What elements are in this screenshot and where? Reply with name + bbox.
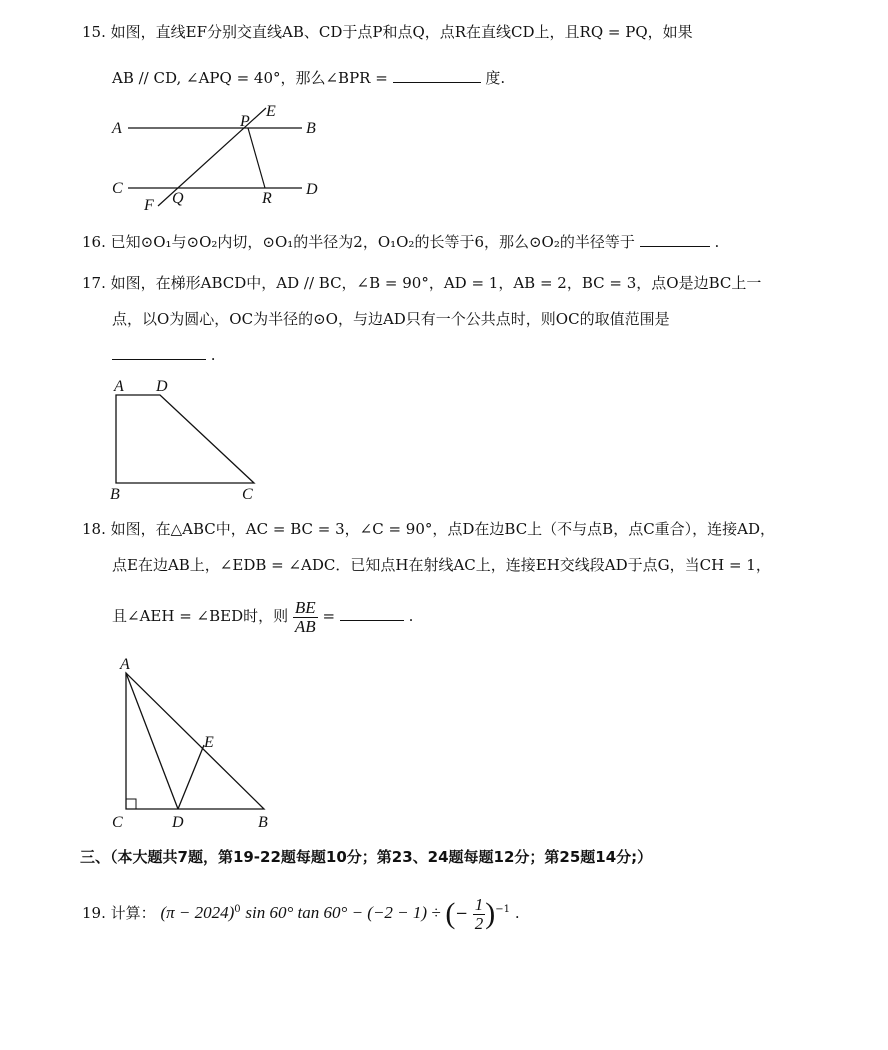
label-d: D bbox=[156, 378, 168, 395]
q15-line2 bbox=[112, 68, 505, 88]
q19-exp-a: 0 bbox=[234, 904, 241, 915]
q16-text-end: . bbox=[714, 233, 720, 251]
trapezoid-abcd bbox=[116, 395, 254, 483]
q15-line1 bbox=[82, 22, 693, 42]
q15-text-line2: AB // CD, ∠APQ = 40°，那么∠BPR = bbox=[112, 69, 388, 87]
q19-line bbox=[82, 888, 520, 936]
label-d: D bbox=[172, 814, 184, 831]
q17-line1 bbox=[82, 273, 761, 293]
q19-expr-a: (π − 2024) bbox=[160, 903, 235, 922]
q19-fraction bbox=[473, 896, 486, 933]
label-c: C bbox=[242, 486, 253, 503]
q17-line2 bbox=[112, 309, 670, 329]
q19-expr-b: sin 60° tan 60° − (−2 − 1) ÷ bbox=[245, 903, 441, 922]
q19-fraction-numerator: 1 bbox=[474, 894, 484, 914]
q18-text-line1: 如图，在△ABC中，AC = BC = 3，∠C = 90°，点D在边BC上（不与点B，点C重合），连接AD， bbox=[110, 520, 776, 538]
q17-text-line3-end: . bbox=[210, 346, 216, 364]
q19-exp-b: −1 bbox=[495, 904, 511, 915]
label-e: E bbox=[204, 734, 214, 751]
label-c: C bbox=[112, 814, 123, 831]
q18-text-line2: 点E在边AB上，∠EDB = ∠ADC．已知点H在射线AC上，连接EH交线段AD于点G，当CH = 1， bbox=[112, 556, 771, 574]
label-q: Q bbox=[172, 190, 184, 207]
label-b: B bbox=[110, 486, 120, 503]
q16-number: 16. bbox=[82, 233, 106, 251]
label-a: A bbox=[114, 378, 124, 395]
q17-line3 bbox=[112, 345, 216, 365]
q18-text-line3-end: . bbox=[408, 607, 414, 625]
q18-equals: = bbox=[322, 607, 336, 625]
q16-answer-blank[interactable] bbox=[640, 232, 710, 247]
q18-line1 bbox=[82, 519, 775, 539]
q19-paren-open: ( bbox=[445, 897, 456, 930]
q18-answer-blank[interactable] bbox=[340, 606, 404, 621]
q19-paren-close: ) bbox=[485, 897, 496, 930]
q18-line2 bbox=[112, 555, 771, 575]
q15-text-line1: 如图，直线EF分别交直线AB、CD于点P和点Q，点R在直线CD上，且RQ = PQ，如果 bbox=[110, 23, 693, 41]
q18-text-line3: 且∠AEH = ∠BED时，则 bbox=[112, 607, 289, 625]
q19-label: 计算： bbox=[110, 904, 156, 922]
q19-frac-sign: − bbox=[455, 904, 468, 922]
label-b: B bbox=[306, 120, 316, 137]
label-c: C bbox=[112, 180, 123, 197]
q15-answer-blank[interactable] bbox=[393, 68, 481, 83]
q15-figure bbox=[100, 100, 340, 219]
label-a: A bbox=[120, 656, 130, 673]
section-3-heading: 三、（本大题共7题，第19-22题每题10分；第23、24题每题12分；第25题14分;） bbox=[80, 848, 653, 866]
label-p: P bbox=[240, 113, 250, 130]
q17-number: 17. bbox=[82, 274, 106, 292]
q18-line3 bbox=[112, 596, 413, 636]
label-d: D bbox=[306, 181, 318, 198]
q17-text-line1: 如图，在梯形ABCD中，AD // BC，∠B = 90°，AD = 1，AB = 2，BC = 3，点O是边BC上一 bbox=[110, 274, 762, 292]
label-r: R bbox=[262, 190, 272, 207]
q15-number: 15. bbox=[82, 23, 106, 41]
q15-text-line2-end: 度. bbox=[485, 69, 506, 87]
q16-text: 已知⊙O₁与⊙O₂内切，⊙O₁的半径为2，O₁O₂的长等于6，那么⊙O₂的半径等于 bbox=[110, 233, 635, 251]
q17-answer-blank[interactable] bbox=[112, 345, 206, 360]
q19-fraction-denominator: 2 bbox=[474, 913, 484, 933]
q19-end: . bbox=[514, 904, 520, 922]
q16-line bbox=[82, 232, 719, 252]
segment-de bbox=[178, 745, 204, 809]
segment-ad bbox=[126, 673, 178, 809]
q18-figure bbox=[100, 655, 290, 839]
q18-fraction-denominator: AB bbox=[294, 616, 316, 636]
q19-number: 19. bbox=[82, 904, 106, 922]
label-b: B bbox=[258, 814, 268, 831]
triangle-abc bbox=[126, 673, 264, 809]
label-f: F bbox=[144, 197, 154, 214]
q18-number: 18. bbox=[82, 520, 106, 538]
q17-text-line2: 点，以O为圆心，OC为半径的⊙O，与边AD只有一个公共点时，则OC的取值范围是 bbox=[112, 310, 670, 328]
right-angle-mark bbox=[126, 799, 136, 809]
segment-pr bbox=[248, 128, 265, 188]
q17-figure bbox=[100, 375, 280, 509]
label-e: E bbox=[266, 103, 276, 120]
q18-fraction bbox=[293, 599, 318, 636]
label-a: A bbox=[112, 120, 122, 137]
q18-fraction-numerator: BE bbox=[294, 597, 316, 617]
